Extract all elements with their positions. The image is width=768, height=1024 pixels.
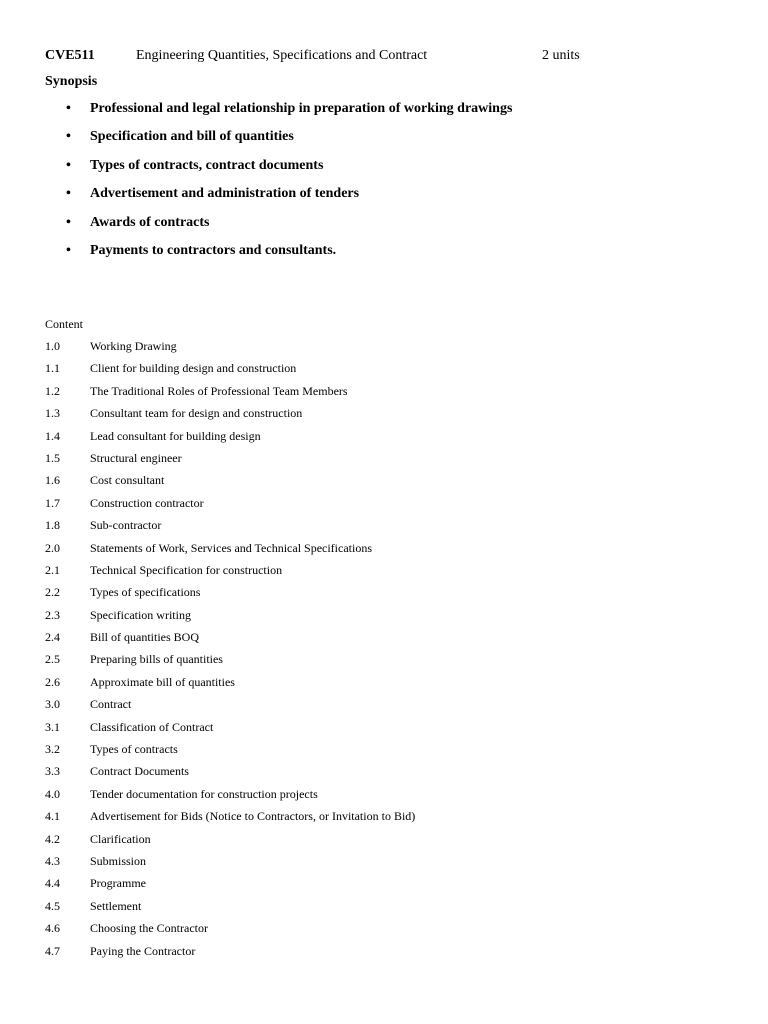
toc-row <box>0 448 768 470</box>
toc-title: Advertisement for Bids (Notice to Contractors, or Invitation to Bid) <box>90 809 416 824</box>
bullet-icon: • <box>66 101 71 116</box>
toc-row <box>0 649 768 671</box>
toc-title: Specification writing <box>90 607 191 622</box>
synopsis-item <box>0 212 768 240</box>
toc-row <box>0 605 768 627</box>
synopsis-item <box>0 155 768 183</box>
toc-row <box>0 784 768 806</box>
toc-title: Client for building design and construction <box>90 361 297 376</box>
toc-title: Types of contracts <box>90 742 178 757</box>
toc-row <box>0 582 768 604</box>
toc-title: Approximate bill of quantities <box>90 674 235 689</box>
toc-number: 2.1 <box>45 562 60 577</box>
toc-title: Settlement <box>90 898 142 913</box>
toc-number: 4.2 <box>45 831 60 846</box>
toc-row <box>0 918 768 940</box>
toc-row <box>0 426 768 448</box>
toc-row <box>0 403 768 425</box>
toc-number: 2.2 <box>45 585 60 600</box>
toc-number: 3.3 <box>45 764 60 779</box>
bullet-icon: • <box>66 242 71 258</box>
toc-number: 1.4 <box>45 428 60 443</box>
toc-title: Bill of quantities BOQ <box>90 630 199 645</box>
bullet-icon: • <box>66 129 71 145</box>
synopsis-item <box>0 183 768 211</box>
toc-title: Paying the Contractor <box>90 943 196 958</box>
table-of-contents <box>0 336 768 963</box>
course-title: Engineering Quantities, Specifications and Contract <box>136 48 428 63</box>
toc-number: 2.3 <box>45 607 60 622</box>
toc-title: Programme <box>90 876 146 891</box>
toc-row <box>0 694 768 716</box>
synopsis-item-text: Specification and bill of quantities <box>90 129 294 145</box>
toc-title: Tender documentation for construction projects <box>90 786 318 801</box>
toc-number: 1.3 <box>45 406 60 421</box>
synopsis-item <box>0 126 768 154</box>
toc-title: The Traditional Roles of Professional Team Members <box>90 383 348 398</box>
toc-number: 4.4 <box>45 876 60 891</box>
toc-number: 4.7 <box>45 943 60 958</box>
toc-title: Contract <box>90 697 132 712</box>
toc-number: 4.3 <box>45 853 60 868</box>
toc-number: 1.5 <box>45 450 60 465</box>
toc-title: Choosing the Contractor <box>90 921 208 936</box>
toc-title: Structural engineer <box>90 450 182 465</box>
toc-title: Contract Documents <box>90 764 189 779</box>
synopsis-item <box>0 98 768 126</box>
toc-row <box>0 851 768 873</box>
toc-number: 3.2 <box>45 742 60 757</box>
toc-title: Working Drawing <box>90 339 177 353</box>
toc-row <box>0 560 768 582</box>
toc-number: 2.4 <box>45 630 60 645</box>
toc-title: Types of specifications <box>90 585 201 600</box>
toc-number: 1.0 <box>45 339 60 353</box>
toc-row <box>0 829 768 851</box>
course-header <box>0 46 768 66</box>
toc-title: Technical Specification for construction <box>90 562 283 577</box>
toc-row <box>0 627 768 649</box>
toc-row <box>0 806 768 828</box>
bullet-icon: • <box>66 186 71 202</box>
synopsis-item-text: Advertisement and administration of tenders <box>90 186 360 202</box>
toc-row <box>0 896 768 918</box>
toc-row <box>0 538 768 560</box>
toc-title: Lead consultant for building design <box>90 428 261 443</box>
toc-row <box>0 381 768 403</box>
toc-number: 1.2 <box>45 383 60 398</box>
synopsis-list <box>0 98 768 268</box>
toc-row <box>0 493 768 515</box>
toc-row <box>0 336 768 358</box>
toc-number: 1.1 <box>45 361 60 376</box>
toc-row <box>0 515 768 537</box>
toc-row <box>0 941 768 963</box>
synopsis-item-text: Types of contracts, contract documents <box>90 157 324 173</box>
toc-title: Clarification <box>90 831 151 846</box>
synopsis-item-text: Payments to contractors and consultants. <box>90 242 337 258</box>
bullet-icon: • <box>66 157 71 173</box>
course-units: 2 units <box>542 48 580 63</box>
toc-row <box>0 717 768 739</box>
toc-title: Cost consultant <box>90 473 165 488</box>
toc-row <box>0 873 768 895</box>
toc-row <box>0 761 768 783</box>
content-heading: Content <box>45 317 83 331</box>
toc-title: Preparing bills of quantities <box>90 652 223 667</box>
toc-number: 4.0 <box>45 786 60 801</box>
toc-title: Construction contractor <box>90 495 204 510</box>
toc-number: 4.6 <box>45 921 60 936</box>
toc-number: 3.0 <box>45 697 60 712</box>
toc-row <box>0 358 768 380</box>
toc-title: Consultant team for design and construction <box>90 406 303 421</box>
toc-number: 1.7 <box>45 495 60 510</box>
course-code: CVE511 <box>45 48 95 63</box>
toc-row <box>0 672 768 694</box>
toc-number: 4.5 <box>45 898 60 913</box>
synopsis-item <box>0 240 768 268</box>
toc-title: Sub-contractor <box>90 518 162 533</box>
toc-number: 2.0 <box>45 540 60 555</box>
toc-title: Classification of Contract <box>90 719 214 734</box>
synopsis-item-text: Professional and legal relationship in preparation of working drawings <box>90 101 513 116</box>
synopsis-heading: Synopsis <box>45 74 98 89</box>
toc-row <box>0 739 768 761</box>
synopsis-item-text: Awards of contracts <box>90 214 210 230</box>
toc-number: 4.1 <box>45 809 60 824</box>
toc-number: 1.8 <box>45 518 60 533</box>
toc-row <box>0 470 768 492</box>
bullet-icon: • <box>66 214 71 230</box>
toc-title: Statements of Work, Services and Technical Specifications <box>90 540 373 555</box>
toc-number: 3.1 <box>45 719 60 734</box>
toc-number: 2.6 <box>45 674 60 689</box>
toc-number: 2.5 <box>45 652 60 667</box>
toc-number: 1.6 <box>45 473 60 488</box>
toc-title: Submission <box>90 853 147 868</box>
